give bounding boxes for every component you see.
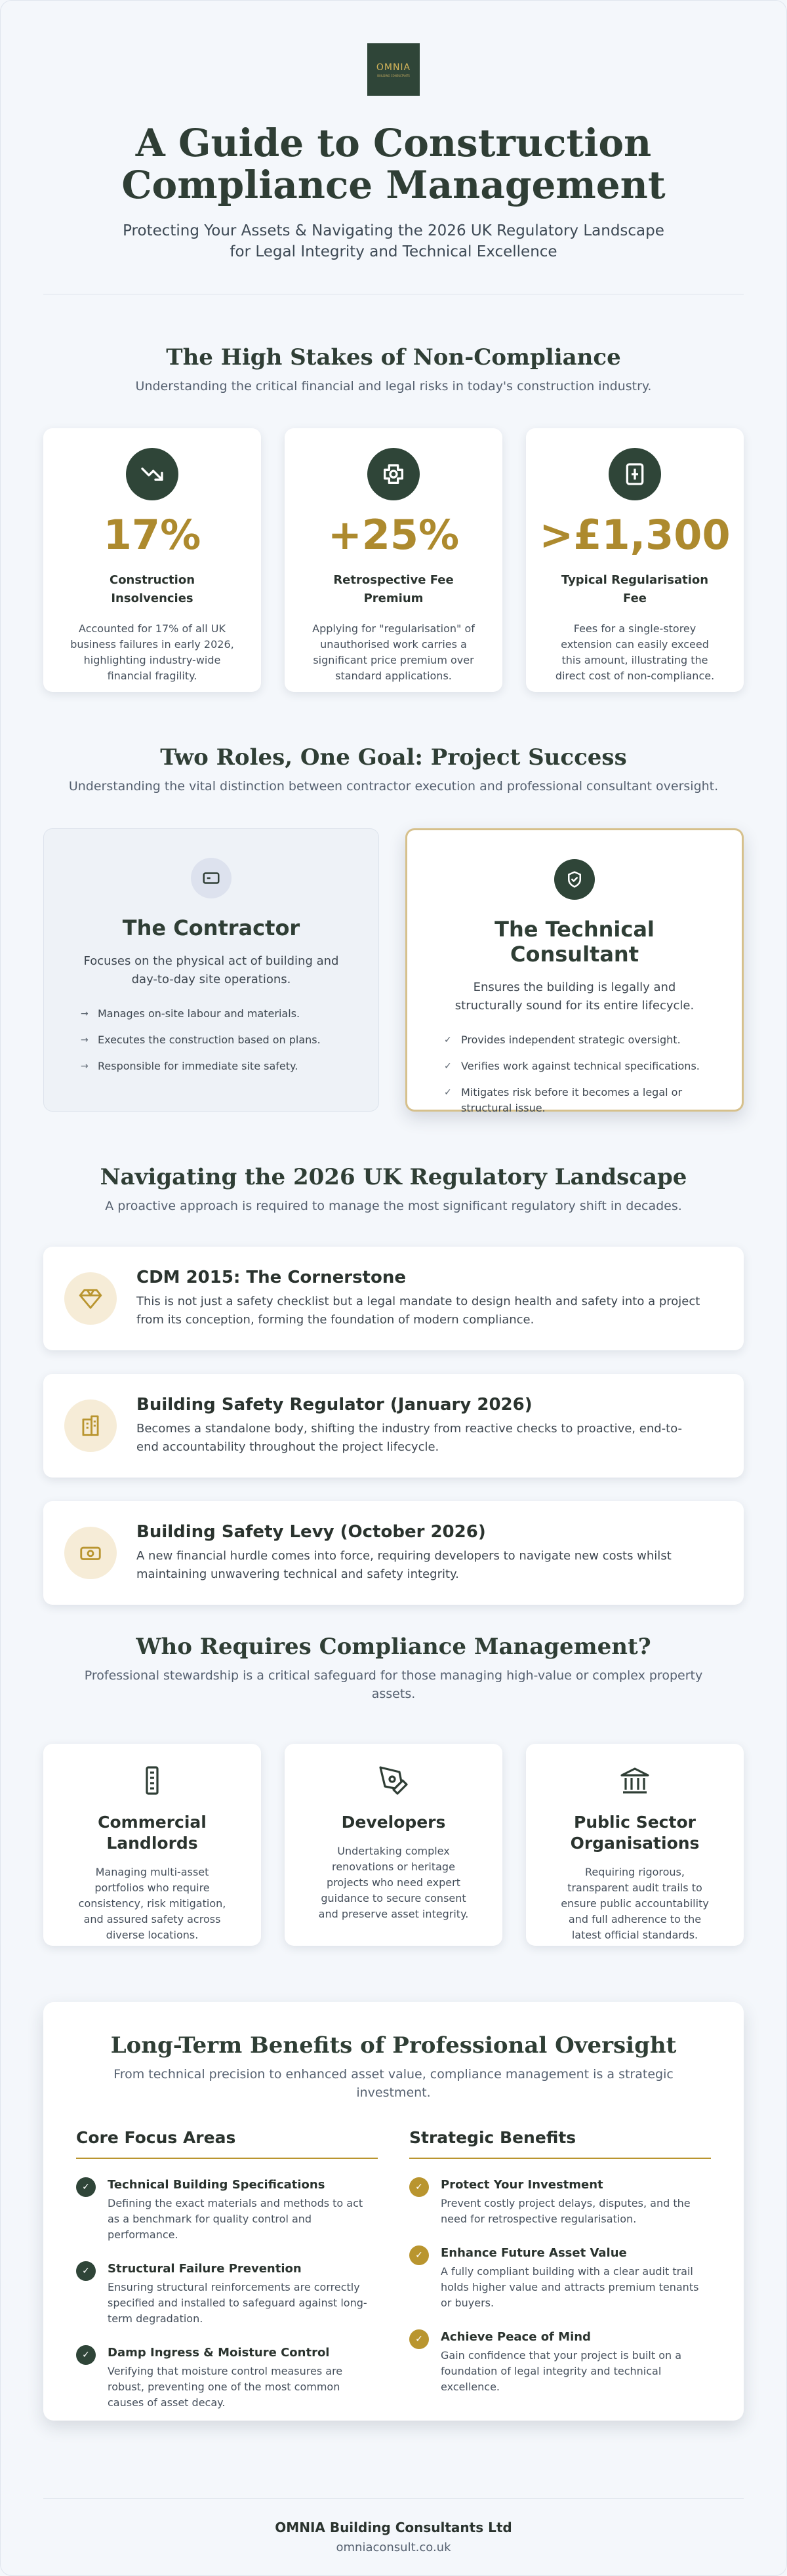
list-item: ✓ Mitigates risk before it becomes a legal or structural issue. (444, 1085, 705, 1116)
website-link[interactable]: omniaconsult.co.uk (336, 2541, 451, 2554)
audience-desc: Undertaking complex renovations or heritage projects who need expert guidance to secure consent and preserve asset integrity. (318, 1845, 469, 1920)
list-item: ✓ Damp Ingress & Moisture Control Verifying that moisture control measures are robust, preventing one of the most common causes of asset decay. (76, 2345, 378, 2411)
trend-down-icon (126, 448, 178, 500)
contractor-desc: Focuses on the physical act of building and day-to-day site operations. (83, 954, 339, 986)
stat-label: Typical Regularisation Fee (561, 573, 709, 605)
roles-section (43, 744, 744, 1112)
benefits-section (43, 2002, 744, 2421)
page-title (43, 122, 744, 206)
audience-desc: Managing multi-asset portfolios who require consistency, risk mitigation, and assured safety across diverse locations. (78, 1866, 226, 1941)
list-item: ✓ Enhance Future Asset Value A fully compliant building with a clear audit trail holds higher value and attracts premium tenants or buyers. (409, 2245, 711, 2311)
contractor-card (43, 828, 379, 1112)
consultant-desc: Ensures the building is legally and structurally sound for its entire lifecycle. (454, 980, 695, 1013)
pen-tool-icon (285, 1765, 502, 1799)
consultant-title: The Technical Consultant (494, 917, 655, 967)
list-item: ✓ Verifies work against technical specifications. (444, 1058, 705, 1074)
gem-icon (64, 1272, 117, 1325)
check-icon: ✓ (444, 1035, 452, 1045)
who-subtitle: Professional stewardship is a critical safeguard for those managing high-value or complex property assets. (84, 1668, 703, 1701)
list-item: → Manages on-site labour and materials. (81, 1006, 342, 1022)
core-focus-column (76, 2128, 378, 2411)
contractor-title: The Contractor (122, 916, 300, 940)
stakes-subtitle: Understanding the critical financial and legal risks in today's construction industry. (135, 379, 652, 393)
regulation-title: CDM 2015: The Cornerstone (136, 1268, 406, 1287)
content (43, 43, 744, 2554)
list-item: ✓ Provides independent strategic oversight. (444, 1032, 705, 1048)
building-icon (64, 1399, 117, 1452)
regulation-desc: Becomes a standalone body, shifting the industry from reactive checks to proactive, end-to-end accountability throughout the project lifecycle. (136, 1422, 683, 1454)
stakes-section (43, 344, 744, 692)
check-icon: ✓ (444, 1061, 452, 1072)
consultant-card (405, 828, 744, 1112)
core-focus-heading: Core Focus Areas (76, 2128, 378, 2159)
page-subtitle (98, 220, 689, 262)
regulation-title: Building Safety Levy (October 2026) (136, 1522, 486, 1542)
audience-card (43, 1744, 261, 1946)
brand-logo (367, 43, 420, 96)
levy-icon (64, 1527, 117, 1579)
title-line-1: A Guide to Construction (135, 121, 652, 165)
list-item: ✓ Achieve Peace of Mind Gain confidence that your project is built on a foundation of legal integrity and technical excellence. (409, 2329, 711, 2395)
stat-desc: Applying for "regularisation" of unauthorised work carries a significant price premium over standard applications. (312, 622, 475, 682)
check-icon: ✓ (76, 2261, 96, 2281)
regulation-desc: A new financial hurdle comes into force, requiring developers to navigate new costs whilst maintaining unwavering technical and safety integrity. (136, 1549, 672, 1581)
regulation-card (43, 1501, 744, 1605)
regulation-desc: This is not just a safety checklist but a legal mandate to design health and safety into a project from its conception, forming the foundation of modern compliance. (136, 1295, 700, 1327)
logo-mark: OMNIA (376, 62, 411, 73)
regulatory-subtitle: A proactive approach is required to manage the most significant regulatory shift in decades. (105, 1199, 682, 1213)
subtitle-line-2: for Legal Integrity and Technical Excellence (230, 243, 557, 260)
list-item: ✓ Protect Your Investment Prevent costly project delays, disputes, and the need for retrospective regularisation. (409, 2177, 711, 2227)
stat-card (285, 428, 502, 692)
title-line-2: Compliance Management (121, 163, 666, 207)
strategic-heading: Strategic Benefits (409, 2128, 711, 2159)
list-item: ✓ Technical Building Specifications Defining the exact materials and methods to act as a benchmark for quality control and performance. (76, 2177, 378, 2243)
stat-label: Retrospective Fee Premium (333, 573, 454, 605)
stat-label: Construction Insolvencies (109, 573, 195, 605)
list-item: → Executes the construction based on plans. (81, 1032, 342, 1048)
check-icon: ✓ (76, 2177, 96, 2197)
stat-desc: Fees for a single-storey extension can easily exceed this amount, illustrating the direct cost of non-compliance. (555, 622, 715, 682)
check-icon: ✓ (409, 2177, 429, 2197)
shield-check-icon (554, 859, 595, 900)
list-item: ✓ Structural Failure Prevention Ensuring structural reinforcements are correctly specified and installed to safeguard against long-term degradation. (76, 2261, 378, 2327)
arrow-icon: → (81, 1061, 89, 1072)
id-card-icon (191, 858, 232, 898)
audience-card (526, 1744, 744, 1946)
regulation-card (43, 1374, 744, 1478)
strategic-benefits-column (409, 2128, 711, 2411)
list-item: → Responsible for immediate site safety. (81, 1058, 342, 1074)
audience-title: Public Sector Organisations (570, 1813, 700, 1853)
check-icon: ✓ (409, 2245, 429, 2265)
stat-value: >£1,300 (539, 511, 731, 559)
regulatory-title: Navigating the 2026 UK Regulatory Landscape (100, 1164, 687, 1190)
company-name: OMNIA Building Consultants Ltd (275, 2520, 512, 2535)
subtitle-line-1: Protecting Your Assets & Navigating the 2026 UK Regulatory Landscape (123, 222, 664, 239)
stat-desc: Accounted for 17% of all UK business failures in early 2026, highlighting industry-wide financial fragility. (70, 622, 234, 682)
premium-icon (367, 448, 420, 500)
regulation-card (43, 1247, 744, 1350)
arrow-icon: → (81, 1009, 89, 1019)
regulation-title: Building Safety Regulator (January 2026) (136, 1395, 533, 1415)
roles-title: Two Roles, One Goal: Project Success (160, 744, 627, 771)
check-icon: ✓ (76, 2345, 96, 2365)
who-section (43, 1634, 744, 1946)
audience-title: Developers (341, 1813, 446, 1832)
stat-card (43, 428, 261, 692)
benefits-subtitle: From technical precision to enhanced asset value, compliance management is a strategic investment. (113, 2067, 674, 2100)
roles-subtitle: Understanding the vital distinction between contractor execution and professional consultant oversight. (68, 779, 719, 794)
who-title: Who Requires Compliance Management? (136, 1634, 651, 1660)
fee-icon (609, 448, 661, 500)
check-icon: ✓ (444, 1087, 452, 1098)
logo-sub: BUILDING CONSULTANTS (377, 73, 410, 77)
regulatory-section (43, 1164, 744, 1605)
tower-icon (43, 1765, 261, 1799)
audience-desc: Requiring rigorous, transparent audit trails to ensure public accountability and full adherence to the latest official standards. (561, 1866, 709, 1941)
stakes-title: The High Stakes of Non-Compliance (166, 344, 621, 371)
arrow-icon: → (81, 1035, 89, 1045)
benefits-title: Long-Term Benefits of Professional Oversight (110, 2032, 677, 2059)
stat-value: +25% (327, 511, 460, 559)
check-icon: ✓ (409, 2329, 429, 2349)
audience-card (285, 1744, 502, 1946)
stat-card (526, 428, 744, 692)
audience-title: Commercial Landlords (98, 1813, 207, 1853)
columns-icon (526, 1765, 744, 1799)
footer (43, 2498, 744, 2554)
stat-value: 17% (103, 511, 201, 559)
